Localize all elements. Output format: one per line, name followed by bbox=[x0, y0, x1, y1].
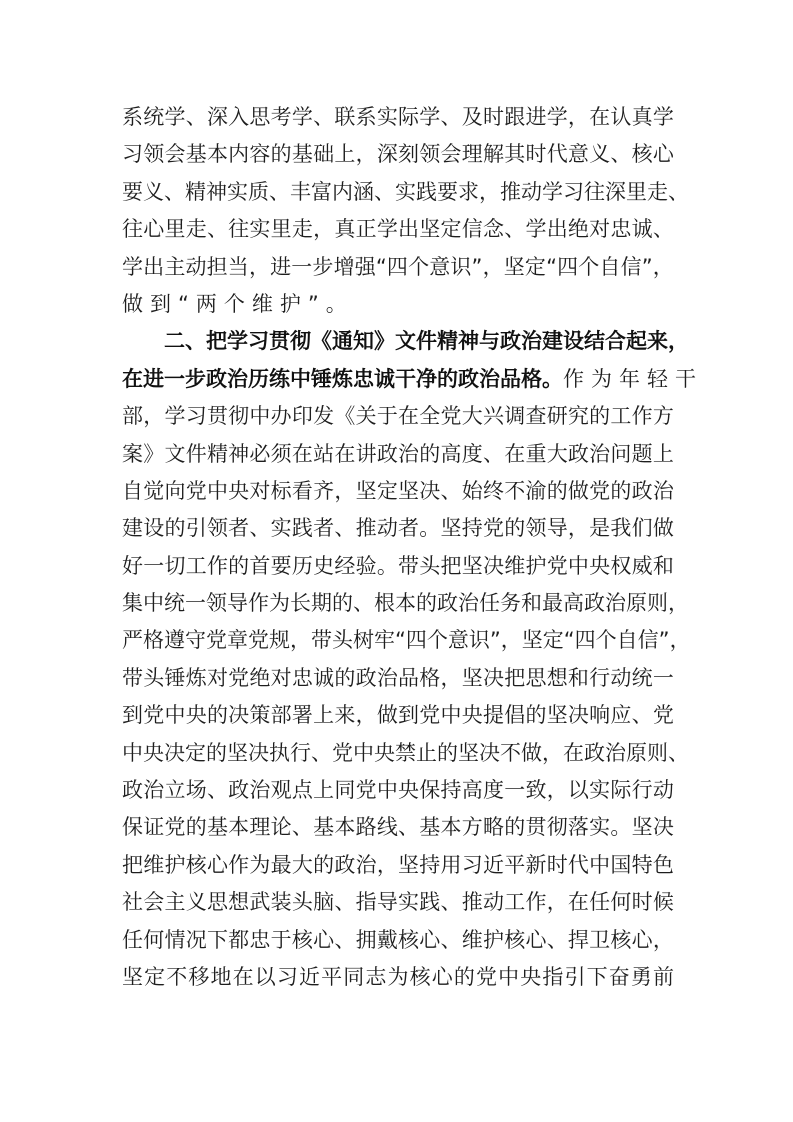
text-line: 做到“两个维护”。 bbox=[122, 291, 354, 316]
text-line: 系 统 学 、 深 入 思 考 学 、 联 系 实 际 学 、 及 时 跟 进 学 ， 在 认 真 学 bbox=[122, 105, 674, 129]
text-line: 把 维 护 核 心 作 为 最 大 的 政 治 ， 坚 持 用 习 近 平 新 时 代 中 国 特 色 bbox=[122, 852, 674, 877]
text-line: 好 一 切 工 作 的 首 要 历 史 经 验 。 带 头 把 坚 决 维 护 党 中 央 权 威 和 bbox=[122, 553, 674, 578]
text-line: 建 设 的 引 领 者 、 实 践 者 、 推 动 者 。 坚 持 党 的 领 导 ， 是 我 们 做 bbox=[122, 516, 674, 541]
section-heading-line-2 bbox=[122, 361, 703, 398]
text-line: 习 领 会 基 本 内 容 的 基 础 上 ， 深 刻 领 会 理 解 其 时 代 意 义 、 核 心 bbox=[122, 142, 674, 167]
text-line: 严 格 遵 守 党 章 党 规 ， 带 头 树 牢 “ 四 个 意 识 ” ， 坚 定 “ 四 个 自 信 ” ， bbox=[122, 628, 691, 653]
text-line: 案 》 文 件 精 神 必 须 在 站 在 讲 政 治 的 高 度 、 在 重 大 政 治 问 题 上 bbox=[122, 441, 674, 466]
text-line: 集 中 统 一 领 导 作 为 长 期 的 、 根 本 的 政 治 任 务 和 最 高 政 治 原 则 ， bbox=[122, 591, 689, 616]
text-line: 带 头 锤 炼 对 党 绝 对 忠 诚 的 政 治 品 格 ， 坚 决 把 思 想 和 行 动 统 一 bbox=[122, 665, 674, 690]
section-heading-text: 在进一步政治历练中锤炼忠诚干净的政治品格。 bbox=[122, 366, 563, 391]
paragraph-1 bbox=[122, 99, 689, 323]
text-line: 中 央 决 定 的 坚 决 执 行 、 党 中 央 禁 止 的 坚 决 不 做 ， 在 政 治 原 则 、 bbox=[122, 740, 689, 765]
text-line: 往 心 里 走 、 往 实 里 走 ， 真 正 学 出 坚 定 信 念 、 学 出 绝 对 忠 诚 、 bbox=[122, 217, 674, 242]
text-line: 保 证 党 的 基 本 理 论 、 基 本 路 线 、 基 本 方 略 的 贯 彻 落 实 。 坚 决 bbox=[122, 815, 674, 840]
body-text-start: 作为年轻干 bbox=[563, 366, 703, 391]
text-line: 社 会 主 义 思 想 武 装 头 脑 、 指 导 实 践 、 推 动 工 作 ， 在 任 何 时 候 bbox=[122, 890, 674, 915]
document-body bbox=[122, 99, 703, 996]
paragraph-2 bbox=[122, 323, 703, 996]
text-line: 学 出 主 动 担 当 ， 进 一 步 增 强 “ 四 个 意 识 ” ， 坚 定 “ 四 个 自 信 ” ， bbox=[122, 254, 674, 279]
text-line: 部 ， 学 习 贯 彻 中 办 印 发 《 关 于 在 全 党 大 兴 调 查 研 究 的 工 作 方 bbox=[122, 404, 674, 429]
text-line: 到 党 中 央 的 决 策 部 署 上 来 ， 做 到 党 中 央 提 倡 的 坚 决 响 应 、 党 bbox=[122, 703, 674, 728]
text-line: 任 何 情 况 下 都 忠 于 核 心 、 拥 戴 核 心 、 维 护 核 心 、 捍 卫 核 心 ， bbox=[122, 927, 674, 952]
text-line: 要 义 、 精 神 实 质 、 丰 富 内 涵 、 实 践 要 求 ， 推 动 学 习 往 深 里 走 、 bbox=[122, 179, 689, 204]
section-heading-line-1: 二 、 把 学 习 贯 彻 《 通 知 》 文 件 精 神 与 政 治 建 设 结 合 起 来 ， bbox=[164, 329, 689, 354]
text-line: 自 觉 向 党 中 央 对 标 看 齐 ， 坚 定 坚 决 、 始 终 不 渝 的 做 党 的 政 治 bbox=[122, 478, 674, 503]
text-line: 坚 定 不 移 地 在 以 习 近 平 同 志 为 核 心 的 党 中 央 指 引 下 奋 勇 前 bbox=[122, 964, 674, 989]
text-line: 政 治 立 场 、 政 治 观 点 上 同 党 中 央 保 持 高 度 一 致 ， 以 实 际 行 动 bbox=[122, 778, 674, 803]
